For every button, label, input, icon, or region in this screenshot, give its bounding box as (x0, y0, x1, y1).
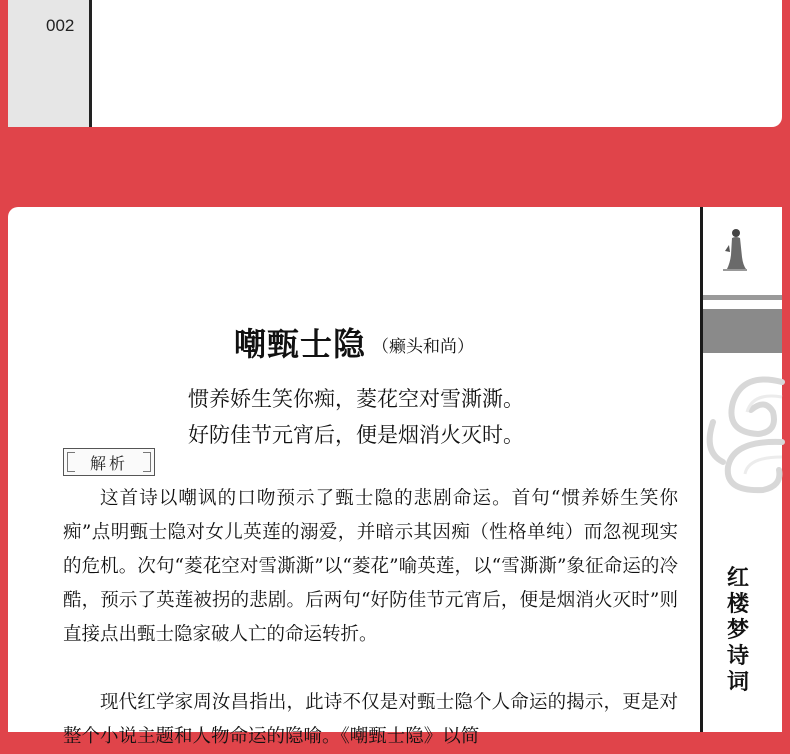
previous-page-card (8, 0, 782, 127)
analysis-paragraph-2: 现代红学家周汝昌指出，此诗不仅是对甄士隐个人命运的揭示，更是对整个小说主题和人物命运的隐喻。《嘲甄士隐》以简 (63, 692, 678, 747)
decor-band-wide (703, 309, 782, 353)
book-page-card (8, 207, 782, 747)
scholar-figure-icon (721, 227, 749, 273)
poem-title-main: 嘲甄士隐 (233, 325, 366, 363)
page-content (8, 207, 700, 747)
poem-attribution: （癞头和尚） (372, 337, 474, 357)
cloud-swirl-icon (703, 362, 782, 502)
poem-title (8, 319, 700, 365)
analysis-label: 解析 (63, 448, 155, 476)
analysis-paragraph-1: 这首诗以嘲讽的口吻预示了甄士隐的悲剧命运。首句“惯养娇生笑你痴”点明甄士隐对女儿英莲的溺爱，并暗示其因痴（性格单纯）而忽视现实的危机。次句“菱花空对雪澌澌”以“菱花”喻英莲，以“雪澌澌”象征命运的冷酷，预示了英莲被拐的悲剧。后两句“好防佳节元宵后，便是烟消火灭时”则直接点出甄士隐家破人亡的命运转折。 (63, 488, 678, 645)
decor-band-thin (703, 295, 782, 300)
poem-line-1: 惯养娇生笑你痴，菱花空对雪澌澌。 (188, 387, 524, 411)
title-char-1: 红 (726, 565, 749, 591)
title-char-5: 词 (726, 669, 749, 695)
title-char-4: 诗 (726, 643, 749, 669)
title-char-2: 楼 (726, 591, 749, 617)
poem-line-2: 好防佳节元宵后，便是烟消火灭时。 (188, 423, 524, 447)
title-char-3: 梦 (726, 617, 749, 643)
gutter-divider (89, 0, 92, 127)
side-decoration-panel (703, 207, 782, 732)
page-number: 002 (46, 16, 75, 35)
sidebar-book-title (723, 565, 753, 695)
